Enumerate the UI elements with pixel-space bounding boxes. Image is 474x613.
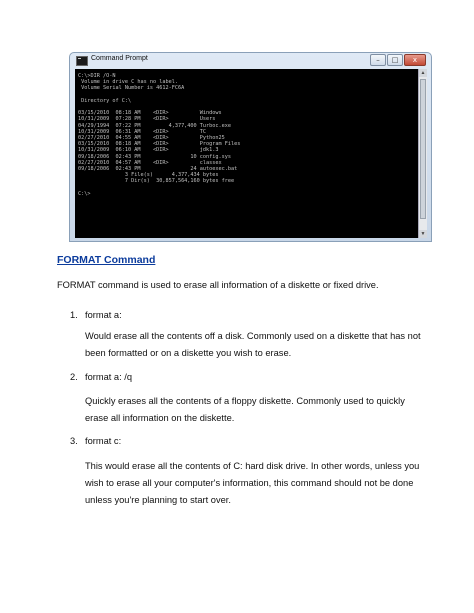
scroll-thumb[interactable] xyxy=(420,79,426,219)
maximize-button[interactable]: □ xyxy=(387,54,403,66)
window-controls xyxy=(370,54,426,66)
command-prompt-window xyxy=(69,52,432,242)
list-item-1 xyxy=(70,310,122,320)
window-title: Command Prompt xyxy=(91,55,148,62)
scroll-up-icon[interactable]: ▲ xyxy=(420,70,426,76)
close-button[interactable]: x xyxy=(404,54,426,66)
list-item-3 xyxy=(70,436,121,446)
scroll-down-icon[interactable]: ▼ xyxy=(420,231,426,237)
minimize-button[interactable]: – xyxy=(370,54,386,66)
command-prompt-icon xyxy=(76,56,88,66)
item-description-2: Quickly erases all the contents of a floppy diskette. Commonly used to quickly erase all information on the diskette. xyxy=(85,396,405,423)
section-heading: FORMAT Command xyxy=(57,254,156,266)
list-number: 2. xyxy=(70,372,78,382)
console-text: C:\>DIR /O-N Volume in drive C has no label. Volume Serial Number is 4612-FC6A Directory of C:\ 03/15/2010 08:18 AM <DIR> Windows 10/31/2009 07:28 PM <DIR> Users 04/29/1994 07:22 PM 4,377,400 Turboc.exe 10/31/2009 06:31 AM <DIR> TC 02/27/2010 04:55 AM <DIR> Python25 03/15/2010 08:18 AM <DIR> Program Files 10/31/2009 06:10 AM <DIR> jdk1.3 09/18/2006 02:43 PM 10 config.sys 02/27/2010 04:57 AM <DIR> classex 09/18/2006 02:43 PM 24 autoexec.bat 3 File(s) 4,377,434 bytes 7 Dir(s) 30,857,564,160 bytes free C:\> xyxy=(78,73,241,197)
list-number: 3. xyxy=(70,436,78,446)
list-item-2 xyxy=(70,372,132,382)
list-command: format a: xyxy=(85,310,122,320)
console-output[interactable] xyxy=(75,69,419,238)
intro-paragraph: FORMAT command is used to erase all information of a diskette or fixed drive. xyxy=(57,280,379,290)
list-command: format a: /q xyxy=(85,372,133,382)
item-description-3: This would erase all the contents of C: hard disk drive. In other words, unless you wish to erase all your computer's information, this command should not be done unless you're planning to start over. xyxy=(85,461,420,505)
item-description-1: Would erase all the contents off a disk. Commonly used on a diskette that has not been formatted or on a diskette you wish to erase. xyxy=(85,331,421,358)
vertical-scrollbar[interactable] xyxy=(418,69,427,238)
list-command: format c: xyxy=(85,436,122,446)
list-number: 1. xyxy=(70,310,78,320)
title-bar[interactable] xyxy=(70,53,431,68)
